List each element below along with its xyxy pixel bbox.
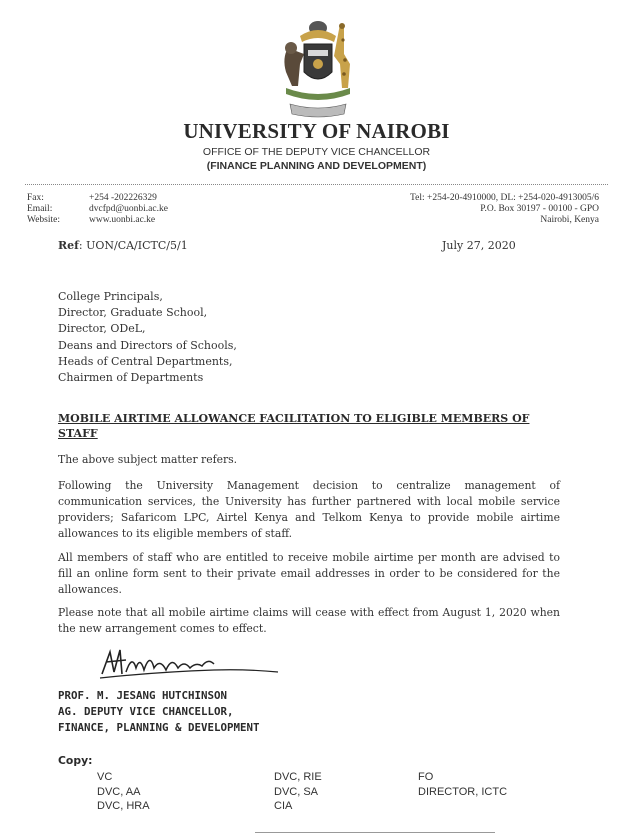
copy-recipient: DVC, RIE bbox=[274, 771, 322, 783]
copy-recipient: CIA bbox=[274, 800, 293, 812]
addressee-item: College Principals, bbox=[58, 290, 163, 303]
body-paragraph: All members of staff who are entitled to receive mobile airtime per month are advised to fill an online form sent to their private email addresses in order to be considered for the allowances. bbox=[58, 551, 560, 596]
copy-column-1 bbox=[97, 770, 150, 814]
signatory-department: FINANCE, PLANNING & DEVELOPMENT bbox=[58, 721, 260, 734]
addressee-item: Director, ODeL, bbox=[58, 322, 146, 336]
copy-recipient: VC bbox=[97, 771, 113, 783]
handwritten-signature bbox=[96, 644, 281, 684]
copy-recipient: DVC, AA bbox=[97, 785, 141, 798]
copy-column-3 bbox=[418, 770, 507, 799]
addressee-item: Heads of Central Departments, bbox=[58, 354, 233, 368]
signatory-name: PROF. M. JESANG HUTCHINSON bbox=[58, 689, 228, 702]
copy-recipient: DVC, HRA bbox=[97, 800, 150, 812]
footer-line bbox=[255, 832, 495, 833]
subject-heading: MOBILE AIRTIME ALLOWANCE FACILITATION TO ELIGIBLE MEMBERS OF STAFF bbox=[58, 412, 530, 440]
copy-label: Copy: bbox=[58, 754, 93, 767]
header-divider bbox=[25, 184, 608, 185]
addressee-item: Deans and Directors of Schools, bbox=[58, 338, 237, 352]
fax-label: Fax: bbox=[27, 193, 44, 203]
signatory-block bbox=[58, 688, 260, 736]
contact-right bbox=[410, 193, 599, 226]
signatory-title: AG. DEPUTY VICE CHANCELLOR, bbox=[58, 705, 234, 718]
copy-column-2 bbox=[274, 770, 322, 814]
body-paragraph: The above subject matter refers. bbox=[58, 453, 238, 466]
office-name: OFFICE OF THE DEPUTY VICE CHANCELLOR bbox=[202, 146, 431, 158]
fax-value: +254 -202226329 bbox=[89, 193, 157, 203]
body-paragraph: Following the University Management decision to centralize management of communication services, the University has further partnered with local mobile service providers; Safaricom LPC, Airtel Kenya and Telkom Kenya to provide mobile airtime allowances to its eligible members of staff. bbox=[58, 479, 560, 540]
contact-left bbox=[27, 193, 168, 226]
university-crest-logo bbox=[278, 14, 358, 120]
addressee-list bbox=[58, 289, 237, 386]
ref-label: Ref bbox=[58, 239, 79, 252]
city-line: Nairobi, Kenya bbox=[540, 215, 599, 225]
addressee-item: Chairmen of Departments bbox=[58, 371, 204, 385]
letter-date: July 27, 2020 bbox=[442, 239, 516, 252]
copy-recipient: FO bbox=[418, 771, 434, 783]
copy-recipient: DIRECTOR, ICTC bbox=[418, 785, 508, 798]
email-label: Email: bbox=[27, 204, 53, 214]
telephone-line: Tel: +254-20-4910000, DL: +254-020-4913005/6 bbox=[410, 193, 599, 203]
ref-value: : UON/CA/ICTC/5/1 bbox=[78, 239, 188, 252]
office-unit: (FINANCE PLANNING AND DEVELOPMENT) bbox=[206, 160, 427, 172]
reference-number bbox=[58, 239, 188, 252]
university-name: UNIVERSITY OF NAIROBI bbox=[183, 119, 450, 143]
po-box-line: P.O. Box 30197 - 00100 - GPO bbox=[480, 204, 599, 214]
website-value: www.uonbi.ac.ke bbox=[89, 215, 156, 225]
email-value: dvcfpd@uonbi.ac.ke bbox=[89, 204, 168, 214]
addressee-item: Director, Graduate School, bbox=[58, 306, 208, 320]
copy-recipient: DVC, SA bbox=[274, 785, 319, 798]
body-paragraph: Please note that all mobile airtime claims will cease with effect from August 1, 2020 when the new arrangement comes to effect. bbox=[58, 606, 560, 635]
website-label: Website: bbox=[27, 215, 61, 225]
